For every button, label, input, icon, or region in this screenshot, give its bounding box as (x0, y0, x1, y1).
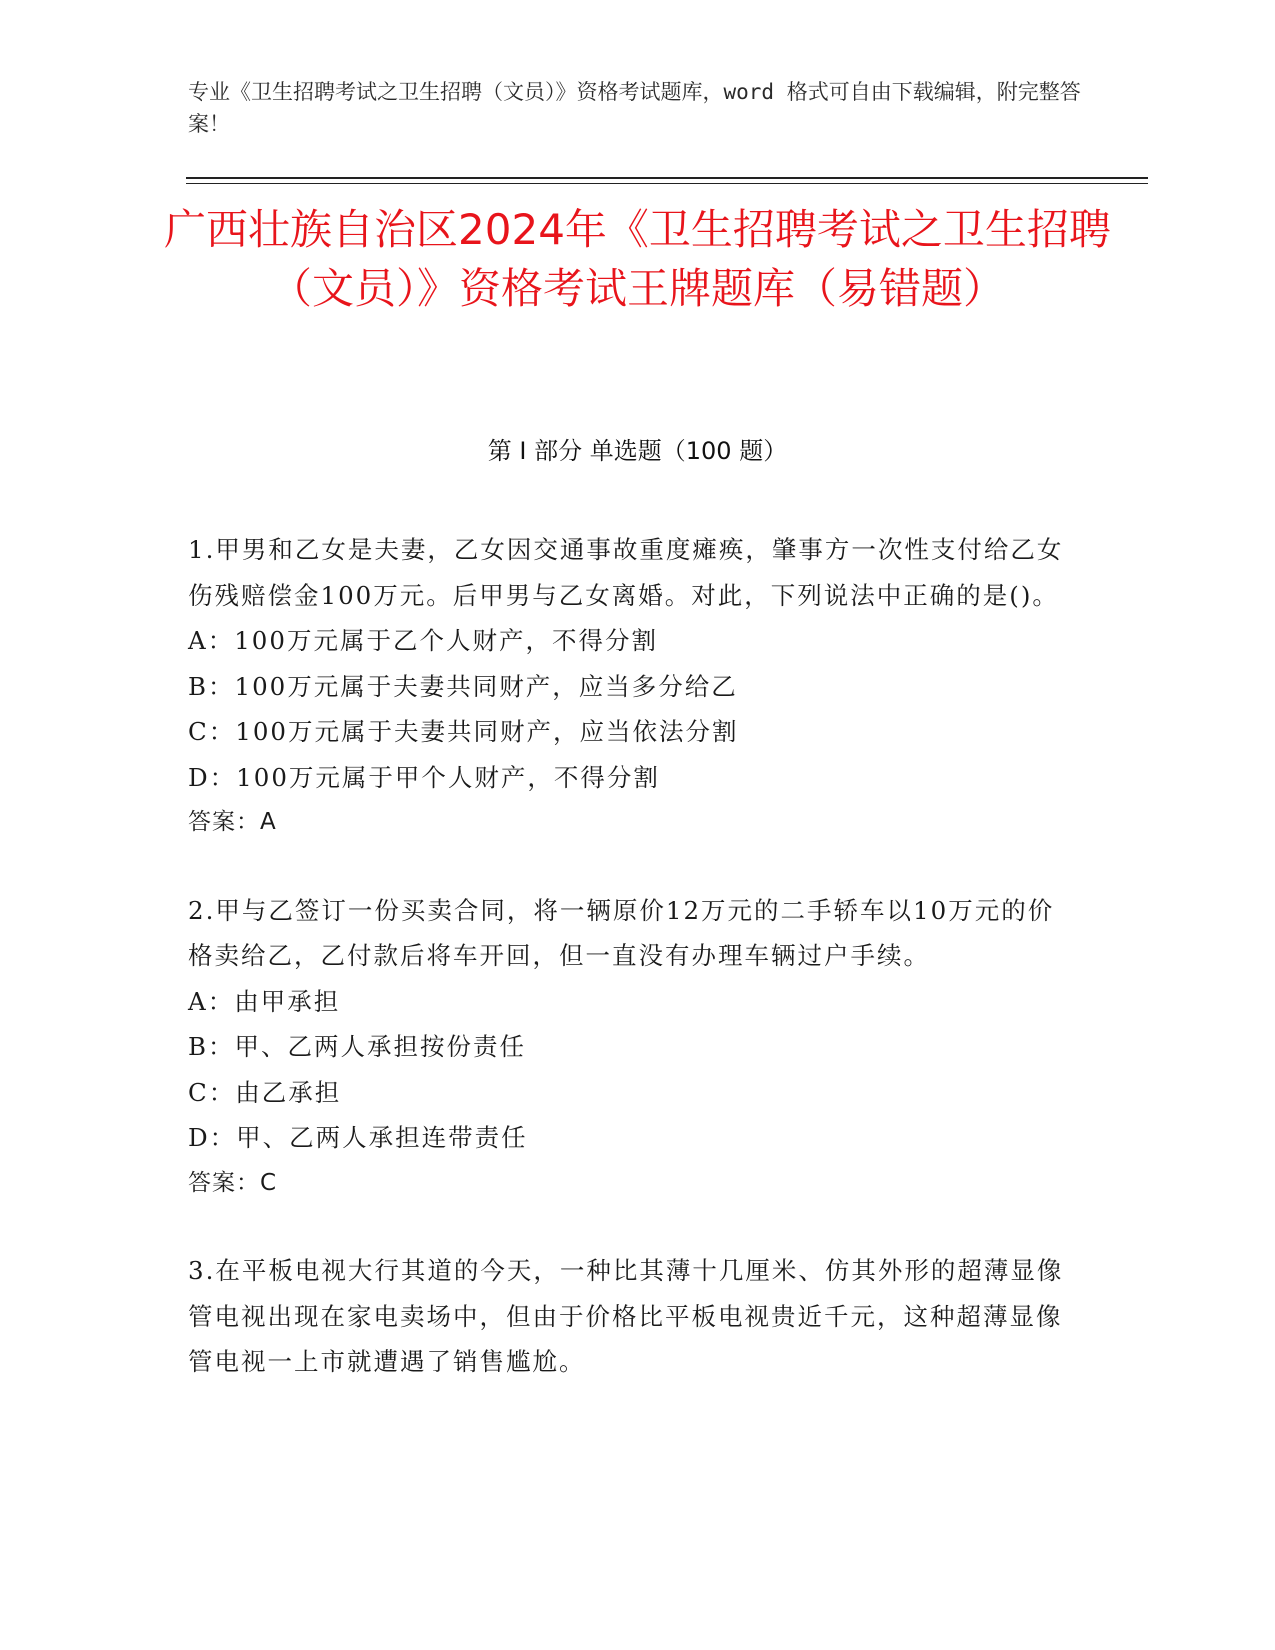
option-a: A：100万元属于乙个人财产，不得分割 (188, 626, 658, 655)
question-list (188, 527, 1068, 1427)
question-stem: 3.在平板电视大行其道的今天，一种比其薄十几厘米、仿其外形的超薄显像管电视出现在家电卖场中，但由于价格比平板电视贵近千元，这种超薄显像管电视一上市就遭遇了销售尴尬。 (188, 1256, 1064, 1376)
option-b: B：100万元属于夫妻共同财产，应当多分给乙 (188, 671, 738, 701)
question-stem: 1.甲男和乙女是夫妻，乙女因交通事故重度瘫痪，肇事方一次性支付给乙女伤残赔偿金100万元。后甲男与乙女离婚。对此，下列说法中正确的是()。 (188, 535, 1064, 610)
option-d: D：甲、乙两人承担连带责任 (188, 1123, 528, 1152)
header-note: 专业《卫生招聘考试之卫生招聘（文员）》资格考试题库，word 格式可自由下载编辑，附完整答案！ (188, 80, 1081, 136)
option-d: D：100万元属于甲个人财产，不得分割 (188, 762, 660, 792)
option-c: C：100万元属于夫妻共同财产，应当依法分割 (188, 717, 739, 746)
question-2 (188, 888, 1068, 1207)
section-title: 第 I 部分 单选题（100 题） (487, 437, 788, 465)
document-title: 广西壮族自治区2024年《卫生招聘考试之卫生招聘（文员）》资格考试王牌题库（易错题） (164, 205, 1111, 313)
question-1 (188, 527, 1068, 846)
option-b: B：甲、乙两人承担按份责任 (188, 1032, 527, 1061)
header-divider-thin (186, 183, 1148, 184)
option-c: C：由乙承担 (188, 1077, 342, 1107)
answer: 答案：C (188, 1169, 278, 1196)
option-a: A：由甲承担 (188, 986, 341, 1016)
header-divider-thick (186, 177, 1148, 179)
question-3 (188, 1248, 1068, 1385)
answer: 答案：A (188, 809, 277, 835)
question-stem: 2.甲与乙签订一份买卖合同，将一辆原价12万元的二手轿车以10万元的价格卖给乙，乙付款后将车开回，但一直没有办理车辆过户手续。 (188, 895, 1055, 970)
